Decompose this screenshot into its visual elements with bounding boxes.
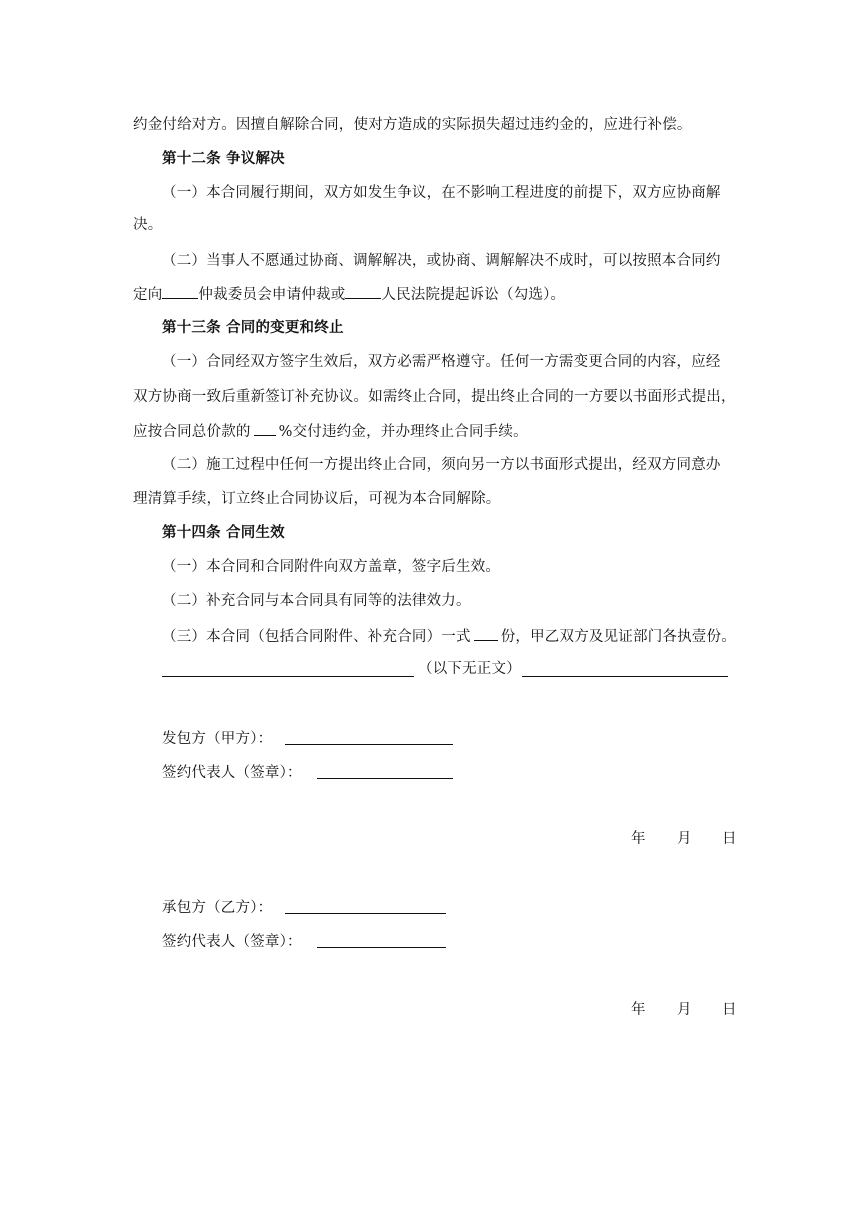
party-a-label: 发包方（甲方）： <box>162 731 273 747</box>
penalty-percent-blank[interactable] <box>254 421 276 436</box>
party-b-signature-line[interactable] <box>285 913 446 914</box>
party-a-rep-signature-line[interactable] <box>317 778 453 779</box>
paragraph-line: （二）施工过程中任何一方提出终止合同，须向另一方以书面形式提出，经双方同意办 <box>162 457 721 473</box>
party-a-rep-label: 签约代表人（签章）： <box>162 765 302 781</box>
court-blank[interactable] <box>345 284 381 299</box>
party-a-date-day: 日 <box>722 831 737 847</box>
party-b-date-day: 日 <box>722 1002 737 1018</box>
article-13-title: 第十三条 合同的变更和终止 <box>162 319 344 336</box>
end-divider-left <box>162 676 414 677</box>
party-b-date-year: 年 <box>631 1002 646 1018</box>
text-segment: 仲裁委员会申请仲裁或 <box>198 287 346 303</box>
copies-count-blank[interactable] <box>474 626 498 641</box>
end-of-text-note: （以下无正文） <box>418 661 521 677</box>
party-b-date-month: 月 <box>677 1002 692 1018</box>
paragraph-line-with-blank <box>133 421 528 442</box>
text-segment: 份，甲乙双方及见证部门各执壹份。 <box>500 629 736 645</box>
text-segment: 人民法院提起诉讼（勾选）。 <box>381 287 566 303</box>
party-a-date-month: 月 <box>677 831 692 847</box>
end-divider-right <box>522 676 728 677</box>
party-a-date-year: 年 <box>631 831 646 847</box>
paragraph-line: 双方协商一致后重新签订补充协议。如需终止合同，提出终止合同的一方要以书面形式提出， <box>133 389 736 405</box>
party-b-rep-signature-line[interactable] <box>317 947 446 948</box>
paragraph-line: （一）本合同和合同附件向双方盖章，签字后生效。 <box>162 559 501 575</box>
article-12-title: 第十二条 争议解决 <box>162 150 285 167</box>
party-b-rep-label: 签约代表人（签章）： <box>162 934 302 950</box>
text-segment: %交付违约金，并办理终止合同手续。 <box>278 424 528 440</box>
paragraph-line: （二）补充合同与本合同具有同等的法律效力。 <box>162 593 471 609</box>
paragraph-line: 理清算手续，订立终止合同协议后，可视为本合同解除。 <box>133 491 501 507</box>
paragraph-line-with-blank <box>162 626 736 647</box>
paragraph-line: 约金付给对方。因擅自解除合同，使对方造成的实际损失超过违约金的，应进行补偿。 <box>133 117 692 133</box>
paragraph-line: （二）当事人不愿通过协商、调解解决，或协商、调解解决不成时，可以按照本合同约 <box>162 253 721 269</box>
text-segment: （三）本合同（包括合同附件、补充合同）一式 <box>162 629 471 645</box>
paragraph-line: 决。 <box>133 217 163 233</box>
paragraph-line: （一）合同经双方签字生效后，双方必需严格遵守。任何一方需变更合同的内容，应经 <box>162 354 721 370</box>
article-14-title: 第十四条 合同生效 <box>162 524 285 541</box>
paragraph-line: （一）本合同履行期间，双方如发生争议，在不影响工程进度的前提下，双方应协商解 <box>162 185 721 201</box>
text-segment: 应按合同总价款的 <box>133 424 251 440</box>
paragraph-line-with-blanks <box>133 284 565 305</box>
arbitration-blank[interactable] <box>162 284 198 299</box>
party-b-label: 承包方（乙方）： <box>162 900 273 916</box>
text-segment: 定向 <box>133 287 163 303</box>
party-a-signature-line[interactable] <box>285 744 453 745</box>
